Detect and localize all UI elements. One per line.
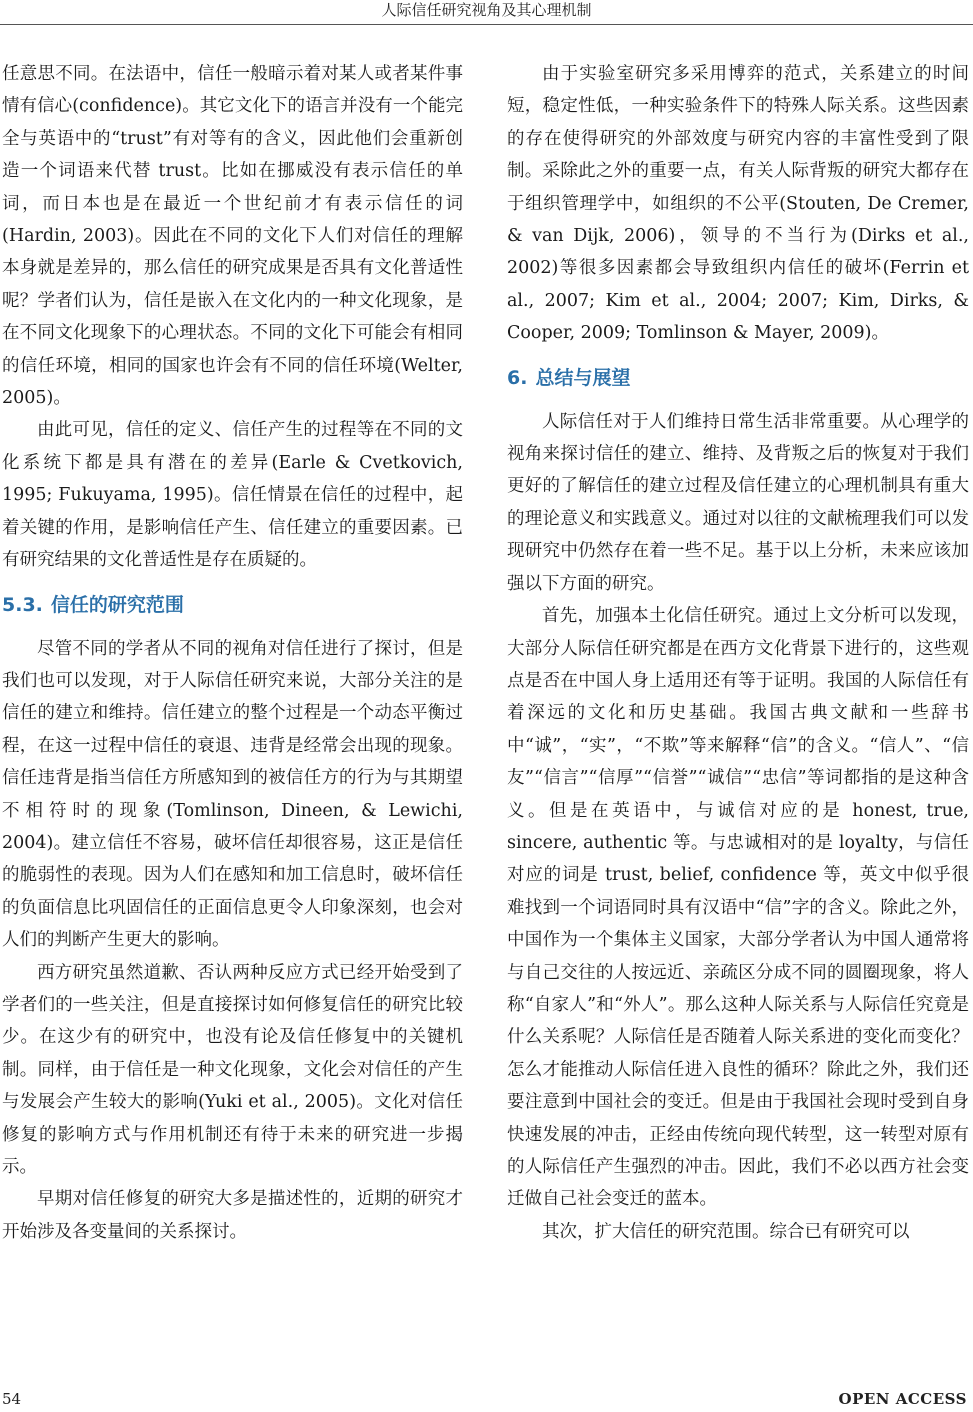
paragraph: 由于实验室研究多采用博弈的范式，关系建立的时间短，稳定性低，一种实验条件下的特殊人际关系。这些因素的存在使得研究的外部效度与研究内容的丰富性受到了限制。采除此之外的重要一点，有关人际背叛的研究大都存在于组织管理学中，如组织的不公平(Stouten, De Cremer, & van Dijk, 2006)，领导的不当行为(Dirks et al., 2002)等很多因素都会导致组织内信任的破坏(Ferrin et al., 2007; Kim et al., 2004; 2007; Kim, Dirks, & Cooper, 2009; Tomlinson & Mayer, 2009)。: [507, 64, 969, 344]
running-header: 人际信任研究视角及其心理机制: [381, 1, 592, 19]
section-heading: [507, 364, 969, 392]
section-title: 信任的研究范围: [50, 593, 184, 616]
paragraph: 人际信任对于人们维持日常生活非常重要。从心理学的视角来探讨信任的建立、维持、及背叛之后的恢复对于我们更好的了解信任的建立过程及信任建立的心理机制具有重大的理论意义和实践意义。通过对以往的文献梳理我们可以发现研究中仍然存在着一些不足。基于以上分析，未来应该加强以下方面的研究。: [507, 411, 969, 594]
paragraph: 任意思不同。在法语中，信任一般暗示着对某人或者某件事情有信心(confidence)。其它文化下的语言并没有一个能完全与英语中的“trust”有对等有的含义，因此他们会重新创造一个词语来代替 trust。比如在挪威没有表示信任的单词，而日本也是在最近一个世纪前才有表示信任的词(Hardin, 2003)。因此在不同的文化下人们对信任的理解本身就是差异的，那么信任的研究成果是否具有文化普适性呢？学者们认为，信任是嵌入在文化内的一种文化现象，是在不同文化现象下的心理状态。不同的文化下可能会有相同的信任环境，相同的国家也许会有不同的信任环境(Welter, 2005)。: [2, 64, 463, 409]
paragraph: 首先，加强本土化信任研究。通过上文分析可以发现，大部分人际信任研究都是在西方文化背景下进行的，这些观点是否在中国人身上适用还有等于证明。我国的人际信任有着深远的文化和历史基础。我国古典文献和一些辞书中“诚”，“实”，“不欺”等来解释“信”的含义。“信人”、“信友”“信言”“信厚”“信誉”“诚信”“忠信”等词都指的是这种含义。但是在英语中，与诚信对应的是 honest, true, sincere, authentic 等。与忠诚相对的是 loyalty，与信任对应的词是 trust, belief, confidence 等，英文中似乎很难找到一个词语同时具有汉语中“信”字的含义。除此之外，中国作为一个集体主义国家，大部分学者认为中国人通常将与自己交往的人按远近、亲疏区分成不同的圆圈现象，将人称“自家人”和“外人”。那么这种人际关系与人际信任究竟是什么关系呢？人际信任是否随着人际关系进的变化而变化？怎么才能推动人际信任进入良性的循环？除此之外，我们还要注意到中国社会的变迁。但是由于我国社会现时受到自身快速发展的冲击，正经由传统向现代转型，这一转型对原有的人际信任产生强烈的冲击。因此，我们不必以西方社会变迁做自己社会变迁的蓝本。: [507, 606, 969, 1210]
paragraph: 尽管不同的学者从不同的视角对信任进行了探讨，但是我们也可以发现，对于人际信任研究来说，大部分关注的是信任的建立和维持。信任建立的整个过程是一个动态平衡过程，在这一过程中信任的衰退、违背是经常会出现的现象。信任违背是指当信任方所感知到的被信任方的行为与其期望不相符时的现象(Tomlinson, Dineen, & Lewichi, 2004)。建立信任不容易，破坏信任却很容易，这正是信任的脆弱性的表现。因为人们在感知和加工信息时，破坏信任的负面信息比巩固信任的正面信息更令人印象深刻，也会对人们的判断产生更大的影响。: [2, 638, 463, 951]
section-number: 6.: [507, 366, 528, 389]
section-number: 5.3.: [2, 593, 43, 616]
open-access-label: OPEN ACCESS: [838, 1390, 967, 1408]
left-column: [2, 58, 463, 1248]
section-heading: [2, 591, 463, 619]
paragraph: 早期对信任修复的研究大多是描述性的，近期的研究才开始涉及各变量间的关系探讨。: [2, 1189, 463, 1242]
paragraph: 由此可见，信任的定义、信任产生的过程等在不同的文化系统下都是具有潜在的差异(Earle & Cvetkovich, 1995; Fukuyama, 1995)。信任情景在信任的过程中，起着关键的作用，是影响信任产生、信任建立的重要因素。已有研究结果的文化普适性是存在质疑的。: [2, 420, 463, 571]
paragraph: 其次，扩大信任的研究范围。综合已有研究可以: [542, 1221, 910, 1242]
right-column: [507, 58, 969, 1248]
page-number: 54: [2, 1390, 22, 1408]
paragraph: 西方研究虽然道歉、否认两种反应方式已经开始受到了学者们的一些关注，但是直接探讨如何修复信任的研究比较少。在这少有的研究中，也没有论及信任修复中的关键机制。同样，由于信任是一种文化现象，文化会对信任的产生与发展会产生较大的影响(Yuki et al., 2005)。文化对信任修复的影响方式与作用机制还有待于未来的研究进一步揭示。: [2, 962, 463, 1177]
section-title: 总结与展望: [535, 366, 631, 389]
header-rule: [0, 24, 973, 25]
